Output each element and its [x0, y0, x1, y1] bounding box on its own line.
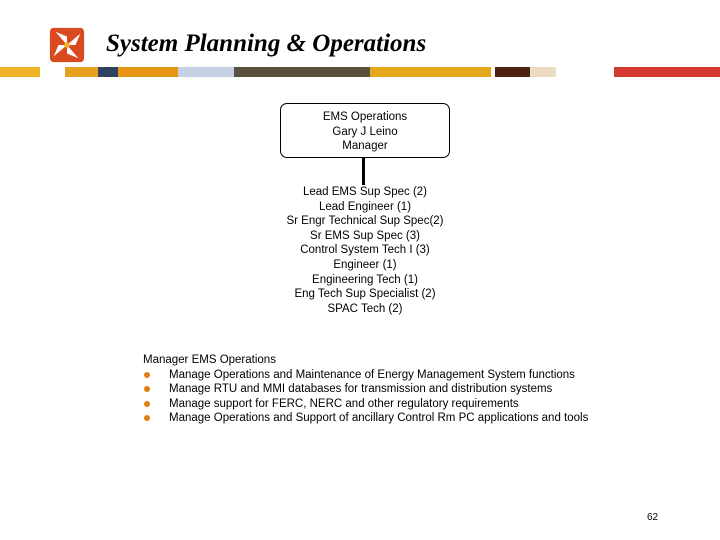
- manager-title: Manager: [342, 140, 388, 152]
- list-item: [143, 411, 588, 426]
- bullet-icon: [144, 372, 150, 378]
- bullet-icon: [144, 386, 150, 392]
- stripe-segment: [65, 67, 98, 77]
- list-item: [143, 397, 588, 412]
- manager-name: Gary J Leino: [332, 125, 398, 138]
- page-title: System Planning & Operations: [106, 30, 427, 57]
- duty-text: Manage Operations and Support of ancillary Control Rm PC applications and tools: [169, 412, 589, 425]
- staff-item: Sr Engr Technical Sup Spec(2): [286, 215, 444, 228]
- staff-item: Engineering Tech (1): [312, 273, 418, 286]
- stripe-segment: [370, 67, 491, 77]
- staff-item: Control System Tech I (3): [300, 244, 430, 257]
- stripe-segment: [118, 67, 178, 77]
- stripe-segment: [614, 67, 720, 77]
- duties-section: [143, 353, 588, 426]
- org-connector-line: [362, 158, 365, 185]
- duty-text: Manage RTU and MMI databases for transmission and distribution systems: [169, 383, 553, 396]
- staff-item: Lead Engineer (1): [318, 200, 412, 213]
- staff-item: Lead EMS Sup Spec (2): [302, 186, 427, 198]
- org-unit-name: EMS Operations: [322, 111, 408, 123]
- stripe-segment: [530, 67, 556, 77]
- stripe-segment: [234, 67, 370, 77]
- page-number: 62: [647, 512, 659, 523]
- staff-item: Sr EMS Sup Spec (3): [310, 229, 420, 242]
- stripe-segment: [495, 67, 530, 77]
- list-item: [143, 368, 588, 383]
- duty-text: Manage support for FERC, NERC and other regulatory requirements: [169, 397, 519, 410]
- stripe-segment: [40, 67, 65, 77]
- duties-list: [143, 368, 588, 426]
- company-logo-icon: [48, 26, 86, 64]
- stripe-segment: [98, 67, 118, 77]
- stripe-segment: [0, 67, 40, 77]
- staff-item: Engineer (1): [333, 258, 397, 271]
- staff-item: SPAC Tech (2): [327, 302, 403, 315]
- org-manager-box: [280, 103, 450, 158]
- stripe-segment: [178, 67, 234, 77]
- duty-text: Manage Operations and Maintenance of Energy Management System functions: [169, 368, 575, 381]
- stripe-segment: [556, 67, 614, 77]
- staff-item: Eng Tech Sup Specialist (2): [294, 288, 436, 301]
- staff-list: [230, 185, 500, 316]
- duties-heading: Manager EMS Operations: [143, 354, 276, 366]
- color-stripe: [0, 67, 720, 77]
- bullet-icon: [144, 401, 150, 407]
- list-item: [143, 382, 588, 397]
- bullet-icon: [144, 415, 150, 421]
